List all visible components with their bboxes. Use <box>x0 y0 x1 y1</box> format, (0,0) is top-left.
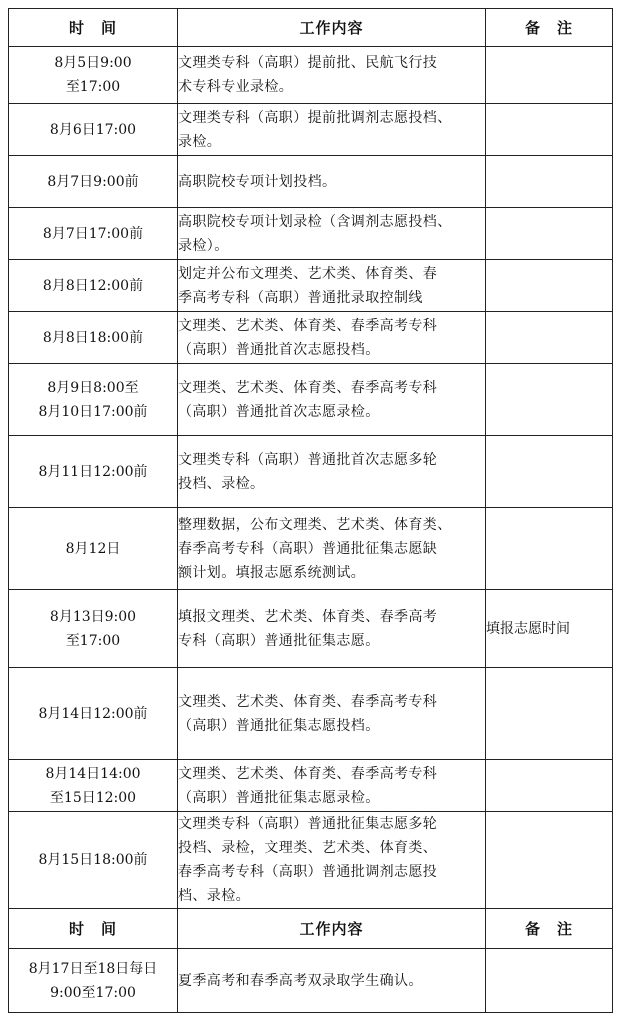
content-cell: 文理类专科（高职）普通批征集志愿多轮 投档、录检，文理类、艺术类、体育类、 春季高考专科（高职）普通批调剂志愿投 档、录检。 <box>178 812 486 909</box>
table-row <box>9 47 613 104</box>
note-cell: 填报志愿时间 <box>486 590 613 668</box>
header-note: 备 注 <box>486 909 613 949</box>
content-cell: 填报文理类、艺术类、体育类、春季高考 专科（高职）普通批征集志愿。 <box>178 590 486 668</box>
time-cell: 8月8日12:00前 <box>9 260 178 312</box>
note-cell <box>486 668 613 760</box>
table-row <box>9 436 613 508</box>
note-cell <box>486 104 613 156</box>
table-row <box>9 590 613 668</box>
time-cell: 8月11日12:00前 <box>9 436 178 508</box>
time-cell: 8月17日至18日每日 9:00至17:00 <box>9 949 178 1013</box>
table-row <box>9 949 613 1013</box>
note-cell <box>486 364 613 436</box>
content-cell: 高职院校专项计划投档。 <box>178 156 486 208</box>
content-cell: 文理类专科（高职）提前批调剂志愿投档、 录检。 <box>178 104 486 156</box>
time-cell: 8月14日12:00前 <box>9 668 178 760</box>
header-time: 时 间 <box>9 909 178 949</box>
note-cell <box>486 156 613 208</box>
table-header-row <box>9 9 613 47</box>
note-cell <box>486 508 613 590</box>
table-row <box>9 364 613 436</box>
header-time: 时 间 <box>9 9 178 47</box>
content-cell: 划定并公布文理类、艺术类、体育类、春 季高考专科（高职）普通批录取控制线 <box>178 260 486 312</box>
table-row <box>9 812 613 909</box>
content-cell: 夏季高考和春季高考双录取学生确认。 <box>178 949 486 1013</box>
content-cell: 文理类、艺术类、体育类、春季高考专科 （高职）普通批首次志愿录检。 <box>178 364 486 436</box>
note-cell <box>486 812 613 909</box>
content-cell: 文理类、艺术类、体育类、春季高考专科 （高职）普通批首次志愿投档。 <box>178 312 486 364</box>
table-row <box>9 760 613 812</box>
note-cell <box>486 436 613 508</box>
content-cell: 文理类、艺术类、体育类、春季高考专科 （高职）普通批征集志愿录检。 <box>178 760 486 812</box>
header-content: 工作内容 <box>178 9 486 47</box>
table-row <box>9 668 613 760</box>
header-content: 工作内容 <box>178 909 486 949</box>
time-cell: 8月14日14:00 至15日12:00 <box>9 760 178 812</box>
table-row <box>9 312 613 364</box>
time-cell: 8月15日18:00前 <box>9 812 178 909</box>
note-cell <box>486 208 613 260</box>
content-cell: 高职院校专项计划录检（含调剂志愿投档、 录检）。 <box>178 208 486 260</box>
note-cell <box>486 760 613 812</box>
table-row <box>9 104 613 156</box>
time-cell: 8月7日17:00前 <box>9 208 178 260</box>
time-cell: 8月8日18:00前 <box>9 312 178 364</box>
time-cell: 8月6日17:00 <box>9 104 178 156</box>
table-header-row-repeat <box>9 909 613 949</box>
content-cell: 文理类、艺术类、体育类、春季高考专科 （高职）普通批征集志愿投档。 <box>178 668 486 760</box>
time-cell: 8月7日9:00前 <box>9 156 178 208</box>
table-row <box>9 260 613 312</box>
content-cell: 文理类专科（高职）提前批、民航飞行技 术专科专业录检。 <box>178 47 486 104</box>
note-cell <box>486 260 613 312</box>
table-row <box>9 208 613 260</box>
table-row <box>9 508 613 590</box>
time-cell: 8月5日9:00 至17:00 <box>9 47 178 104</box>
note-cell <box>486 312 613 364</box>
content-cell: 文理类专科（高职）普通批首次志愿多轮 投档、录检。 <box>178 436 486 508</box>
content-cell: 整理数据，公布文理类、艺术类、体育类、 春季高考专科（高职）普通批征集志愿缺 额计划。填报志愿系统测试。 <box>178 508 486 590</box>
time-cell: 8月12日 <box>9 508 178 590</box>
schedule-table <box>8 8 613 1013</box>
time-cell: 8月13日9:00 至17:00 <box>9 590 178 668</box>
header-note: 备 注 <box>486 9 613 47</box>
note-cell <box>486 47 613 104</box>
time-cell: 8月9日8:00至 8月10日17:00前 <box>9 364 178 436</box>
table-row <box>9 156 613 208</box>
note-cell <box>486 949 613 1013</box>
